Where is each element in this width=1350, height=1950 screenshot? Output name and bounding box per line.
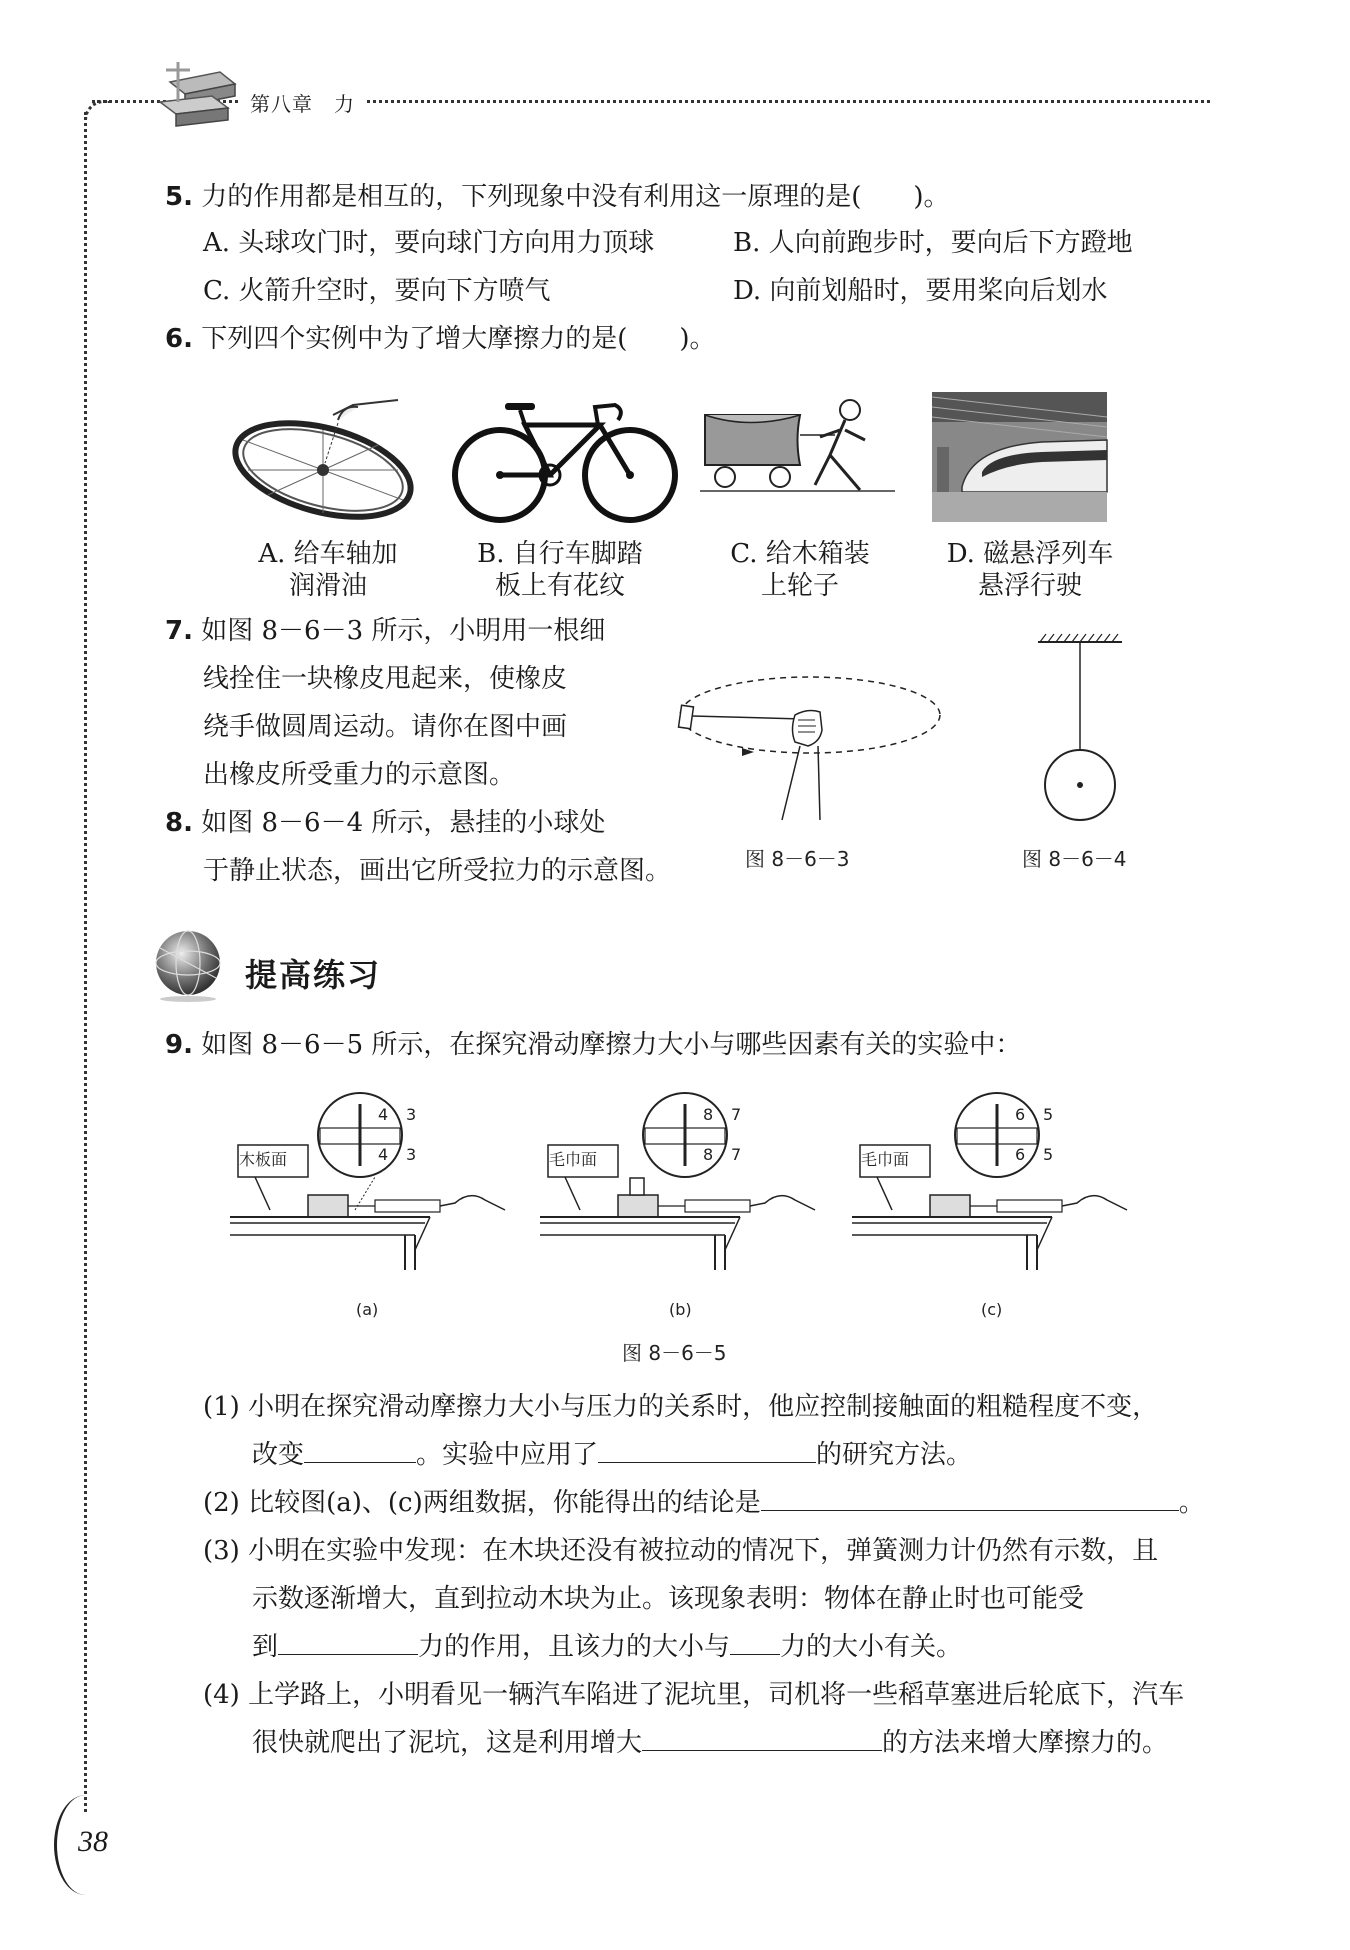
scale-reading: 6 — [1015, 1105, 1026, 1124]
books-logo-icon — [150, 62, 240, 132]
experiment-diagram-a — [230, 1090, 520, 1270]
question-line: 绕手做圆周运动。请你在图中画 — [203, 712, 568, 742]
sub-question-4-line1: (4) 上学路上，小明看见一辆汽车陷进了泥坑里，司机将一些稻草塞进后轮底下，汽车 — [203, 1680, 1185, 1710]
question-line: 如图 8－6－4 所示，悬挂的小球处 — [201, 808, 606, 838]
question-number: 5. — [165, 182, 193, 212]
caption-line: D. 磁悬浮列车 — [946, 539, 1114, 569]
chapter-title: 第八章 力 — [240, 88, 365, 117]
page-number: 38 — [78, 1825, 108, 1858]
question-9 — [165, 1028, 1021, 1062]
caption-b — [460, 538, 660, 602]
caption-line: 润滑油 — [288, 571, 367, 601]
circular-motion-diagram — [670, 670, 950, 820]
experiment-diagram-b — [540, 1090, 830, 1270]
hanging-ball-diagram — [1030, 630, 1130, 830]
figure-caption: 图 8－6－3 — [745, 847, 850, 871]
caption-line: 悬浮行驶 — [977, 571, 1082, 601]
question-text: 下列四个实例中为了增大摩擦力的是( )。 — [201, 324, 716, 354]
question-text: 力的作用都是相互的，下列现象中没有利用这一原理的是( )。 — [201, 182, 950, 212]
scale-reading: 7 — [731, 1145, 742, 1164]
maglev-train-image — [932, 392, 1107, 522]
caption-line: B. 自行车脚踏 — [477, 539, 643, 569]
globe-icon — [148, 923, 228, 1003]
answer-blank[interactable] — [730, 1630, 780, 1655]
caption-a — [238, 538, 418, 602]
question-6 — [165, 322, 716, 356]
question-number: 8. — [165, 808, 193, 838]
sub-question-3-line1: (3) 小明在实验中发现：在木块还没有被拉动的情况下，弹簧测力计仍然有示数，且 — [203, 1536, 1159, 1566]
surface-label: 木板面 — [239, 1150, 288, 1169]
question-line: 如图 8－6－3 所示，小明用一根细 — [201, 616, 606, 646]
answer-blank[interactable] — [761, 1486, 1179, 1511]
panel-label: (b) — [669, 1300, 692, 1319]
sub-question-3-line2: 示数逐渐增大，直到拉动木块为止。该现象表明：物体在静止时也可能受 — [252, 1584, 1085, 1614]
scale-reading: 5 — [1043, 1105, 1054, 1124]
answer-blank[interactable] — [304, 1438, 416, 1463]
question-8 — [165, 806, 605, 840]
wheel-oiling-image — [228, 395, 428, 535]
text: 。 — [1178, 1488, 1205, 1518]
sub-question-3-line3 — [252, 1623, 962, 1671]
sub-question-2 — [203, 1479, 1205, 1527]
text: 改变 — [252, 1440, 305, 1470]
question-line: 于静止状态，画出它所受拉力的示意图。 — [203, 856, 672, 886]
caption-line: 上轮子 — [760, 571, 839, 601]
text: 的方法来增大摩擦力的。 — [882, 1728, 1169, 1758]
surface-label: 毛巾面 — [861, 1150, 910, 1169]
experiment-diagram-c — [852, 1090, 1142, 1270]
bicycle-image — [450, 395, 680, 525]
scale-reading: 7 — [731, 1105, 742, 1124]
scale-reading: 8 — [703, 1145, 714, 1164]
question-7 — [165, 614, 605, 648]
question-line: 出橡皮所受重力的示意图。 — [203, 760, 516, 790]
text: 力的大小有关。 — [780, 1632, 963, 1662]
surface-label: 毛巾面 — [549, 1150, 598, 1169]
question-number: 6. — [165, 324, 193, 354]
panel-label: (a) — [356, 1300, 379, 1319]
question-line: 线拴住一块橡皮甩起来，使橡皮 — [203, 664, 568, 694]
figure-caption: 图 8－6－5 — [622, 1341, 727, 1365]
text: 很快就爬出了泥坑，这是利用增大 — [252, 1728, 643, 1758]
page-corner-decoration — [84, 100, 111, 127]
scale-reading: 4 — [378, 1145, 389, 1164]
figure-caption: 图 8－6－4 — [1022, 847, 1127, 871]
answer-blank[interactable] — [278, 1630, 418, 1655]
option-d: D. 向前划船时，要用桨向后划水 — [733, 276, 1108, 306]
answer-blank[interactable] — [598, 1438, 816, 1463]
scale-reading: 6 — [1015, 1145, 1026, 1164]
scale-reading: 4 — [378, 1105, 389, 1124]
caption-line: C. 给木箱装 — [730, 539, 870, 569]
text: 。实验中应用了 — [416, 1440, 599, 1470]
scale-reading: 3 — [406, 1105, 417, 1124]
option-c: C. 火箭升空时，要向下方喷气 — [203, 276, 551, 306]
scale-reading: 8 — [703, 1105, 714, 1124]
box-with-wheels-image — [700, 395, 900, 525]
left-dotted-rule — [84, 112, 87, 1812]
question-text: 如图 8－6－5 所示，在探究滑动摩擦力大小与哪些因素有关的实验中： — [201, 1030, 1022, 1060]
caption-line: A. 给车轴加 — [258, 539, 398, 569]
sub-question-1-line2 — [252, 1431, 972, 1479]
question-number: 7. — [165, 616, 193, 646]
caption-c — [710, 538, 890, 602]
answer-blank[interactable] — [642, 1726, 882, 1751]
text: (2) 比较图(a)、(c)两组数据，你能得出的结论是 — [203, 1488, 761, 1518]
text: 到 — [252, 1632, 279, 1662]
scale-reading: 3 — [406, 1145, 417, 1164]
question-number: 9. — [165, 1030, 193, 1060]
panel-label: (c) — [981, 1300, 1003, 1319]
sub-question-1-line1: (1) 小明在探究滑动摩擦力大小与压力的关系时，他应控制接触面的粗糙程度不变， — [203, 1392, 1159, 1422]
option-b: B. 人向前跑步时，要向后下方蹬地 — [733, 228, 1133, 258]
text: 力的作用，且该力的大小与 — [418, 1632, 731, 1662]
text: 的研究方法。 — [816, 1440, 973, 1470]
caption-line: 板上有花纹 — [494, 571, 625, 601]
scale-reading: 5 — [1043, 1145, 1054, 1164]
sub-question-4-line2 — [252, 1719, 1168, 1767]
caption-d — [925, 538, 1135, 602]
option-a: A. 头球攻门时，要向球门方向用力顶球 — [203, 228, 655, 258]
question-5 — [165, 180, 950, 214]
section-title: 提高练习 — [245, 956, 382, 994]
